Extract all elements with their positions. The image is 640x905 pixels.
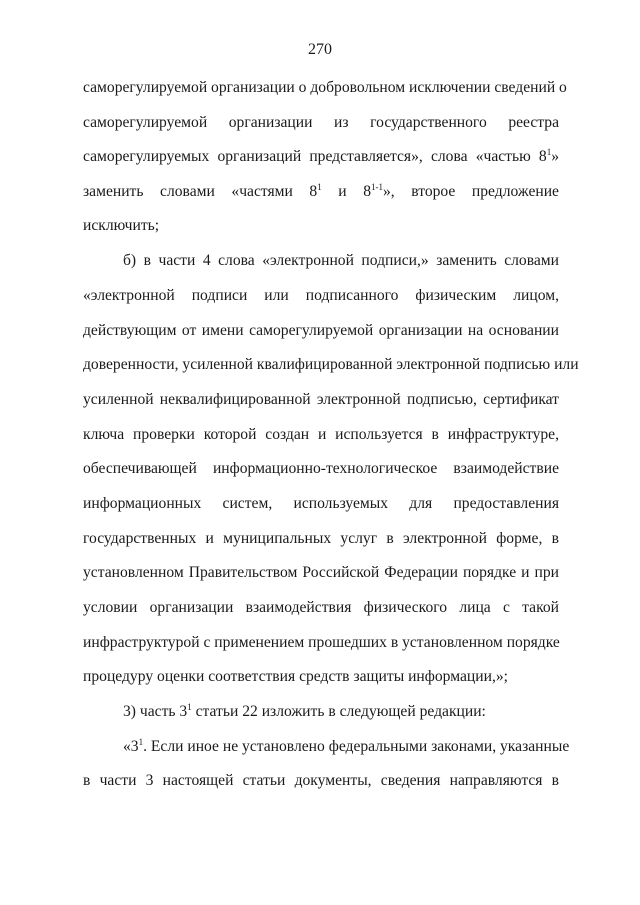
superscript: 1 — [546, 147, 552, 157]
superscript: 1 — [317, 182, 322, 192]
text-run: обеспечивающей информационно-технологическое взаимодействие — [83, 460, 559, 477]
text-run: в части 3 настоящей статьи документы, сведения направляются в — [83, 772, 559, 789]
text-run: заменить словами «частями 8 — [83, 183, 318, 200]
superscript: 1-1 — [371, 182, 383, 192]
text-line — [83, 493, 559, 515]
text-line — [83, 666, 559, 688]
text-run: действующим от имени саморегулируемой организации на основании — [83, 322, 559, 339]
superscript: 1 — [138, 737, 144, 747]
text-line — [83, 285, 559, 307]
text-run: ключа проверки которой создан и используется в инфраструктуре, — [83, 426, 559, 443]
text-run: информационных систем, используемых для предоставления — [83, 495, 559, 512]
text-run: саморегулируемой организации о добровольном исключении сведений о — [83, 79, 567, 96]
page-number: 270 — [308, 41, 332, 58]
text-run: процедуру оценки соответствия средств защиты информации,»; — [83, 668, 508, 685]
text-run: », второе предложение — [383, 183, 559, 200]
text-line — [83, 424, 559, 446]
text-line — [123, 250, 559, 272]
text-run: усиленной неквалифицированной электронной подписью, сертификат — [83, 391, 559, 408]
text-line — [83, 389, 559, 411]
text-run: б) в части 4 слова «электронной подписи,» заменить словами — [123, 252, 559, 269]
text-run: установленном Правительством Российской Федерации порядке и при — [83, 564, 559, 581]
text-run: . Если иное не установлено федеральными законами, указанные — [143, 738, 570, 755]
text-line — [83, 770, 559, 792]
text-line — [123, 736, 570, 758]
text-run: инфраструктурой с применением прошедших в установленном порядке — [83, 634, 560, 651]
text-line — [83, 597, 559, 619]
text-line — [83, 77, 567, 99]
text-run: исключить; — [83, 217, 160, 234]
text-run: саморегулируемой организации из государственного реестра — [83, 114, 559, 131]
text-run: «электронной подписи или подписанного физическим лицом, — [83, 287, 559, 304]
text-run: статьи 22 изложить в следующей редакции: — [191, 703, 486, 720]
text-run: » — [551, 148, 559, 165]
superscript: 1 — [187, 702, 192, 712]
text-line — [123, 701, 559, 723]
text-run: условии организации взаимодействия физического лица с такой — [83, 599, 559, 616]
text-line — [83, 112, 559, 134]
text-line — [83, 215, 559, 237]
text-line — [83, 181, 559, 203]
text-run: доверенности, усиленной квалифицированной электронной подписью или — [83, 356, 579, 373]
text-run: саморегулируемых организаций представляется», слова «частью 8 — [83, 148, 547, 165]
text-line — [83, 320, 559, 342]
text-run: и 8 — [321, 183, 371, 200]
text-run: «3 — [123, 738, 139, 755]
text-line — [83, 528, 559, 550]
text-line — [83, 458, 559, 480]
text-line — [83, 562, 559, 584]
text-line — [83, 632, 559, 654]
text-run: 3) часть 3 — [123, 703, 188, 720]
text-line — [83, 354, 579, 376]
text-line — [83, 146, 559, 168]
text-run: государственных и муниципальных услуг в электронной форме, в — [83, 530, 559, 547]
